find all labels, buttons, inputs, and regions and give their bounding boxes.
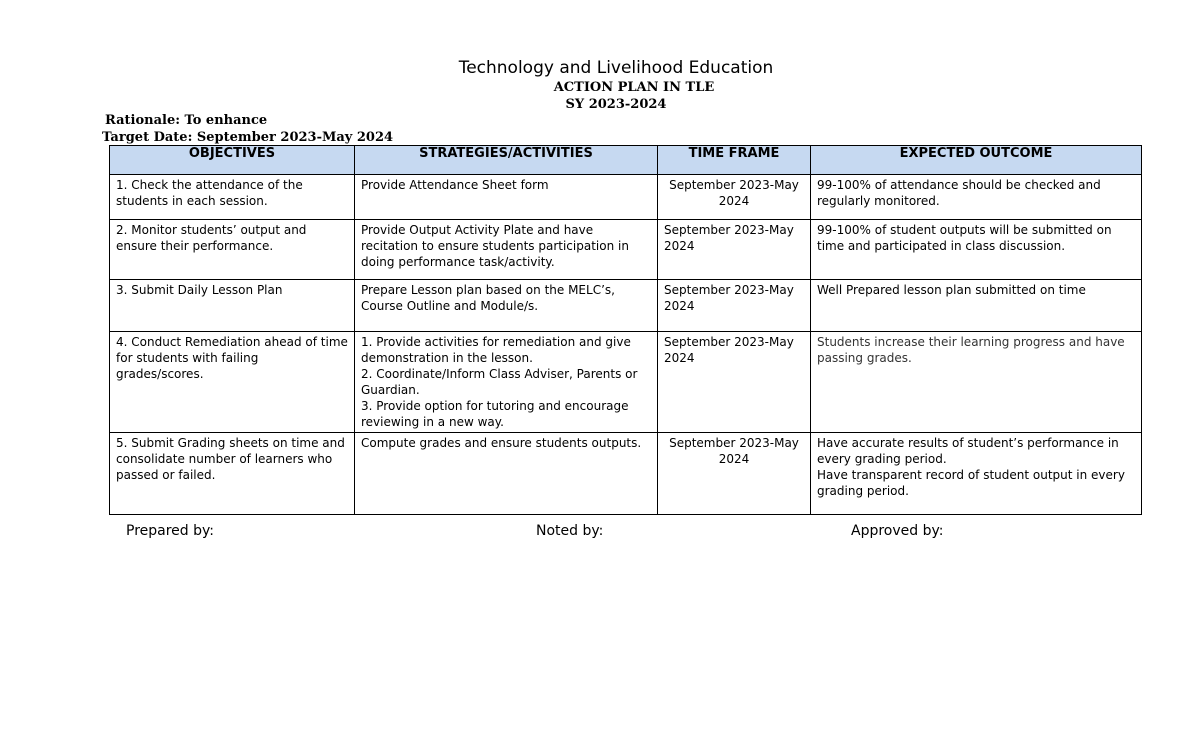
objective-cell: 5. Submit Grading sheets on time and consolidate number of learners who passed or failed. — [110, 433, 355, 515]
table-row — [110, 332, 1142, 433]
strategy-cell: Provide Attendance Sheet form — [355, 175, 658, 220]
strategy-item: 1. Provide activities for remediation and give demonstration in the lesson. — [361, 335, 631, 365]
strategy-item: 2. Coordinate/Inform Class Adviser, Parents or Guardian. — [361, 367, 638, 397]
prepared-by-label: Prepared by: — [126, 523, 214, 539]
outcome-cell: Students increase their learning progress and have passing grades. — [811, 332, 1142, 433]
outcome-item: Have transparent record of student output in every grading period. — [817, 468, 1125, 498]
strategy-cell: Prepare Lesson plan based on the MELC’s, Course Outline and Module/s. — [355, 280, 658, 332]
table-header-row — [110, 146, 1142, 175]
table-row — [110, 220, 1142, 280]
time-frame-cell: September 2023-May 2024 — [658, 175, 811, 220]
objective-cell: 4. Conduct Remediation ahead of time for students with failing grades/scores. — [110, 332, 355, 433]
time-frame-cell: September 2023-May 2024 — [658, 280, 811, 332]
time-frame-cell: September 2023-May 2024 — [658, 433, 811, 515]
plan-title: ACTION PLAN IN TLE — [553, 80, 715, 95]
strategy-cell — [355, 332, 658, 433]
rationale: Rationale: To enhance — [105, 113, 268, 128]
header-strategies: STRATEGIES/ACTIVITIES — [355, 146, 658, 175]
approved-by-label: Approved by: — [851, 523, 944, 539]
outcome-cell: 99-100% of student outputs will be submitted on time and participated in class discussion. — [811, 220, 1142, 280]
noted-by-label: Noted by: — [536, 523, 604, 539]
outcome-cell — [811, 433, 1142, 515]
table-row — [110, 175, 1142, 220]
table-row — [110, 280, 1142, 332]
strategy-cell: Provide Output Activity Plate and have recitation to ensure students participation in doing performance task/activity. — [355, 220, 658, 280]
outcome-cell: 99-100% of attendance should be checked and regularly monitored. — [811, 175, 1142, 220]
document-title: Technology and Livelihood Education — [458, 58, 774, 78]
strategy-cell: Compute grades and ensure students outputs. — [355, 433, 658, 515]
school-year: SY 2023-2024 — [565, 97, 667, 112]
target-date: Target Date: September 2023-May 2024 — [102, 130, 394, 145]
outcome-cell: Well Prepared lesson plan submitted on time — [811, 280, 1142, 332]
objective-cell: 3. Submit Daily Lesson Plan — [110, 280, 355, 332]
objective-cell: 2. Monitor students’ output and ensure their performance. — [110, 220, 355, 280]
objective-cell: 1. Check the attendance of the students in each session. — [110, 175, 355, 220]
time-frame-cell: September 2023-May 2024 — [658, 332, 811, 433]
table-row — [110, 433, 1142, 515]
strategy-item: 3. Provide option for tutoring and encourage reviewing in a new way. — [361, 399, 629, 429]
outcome-item: Have accurate results of student’s performance in every grading period. — [817, 436, 1119, 466]
time-frame-cell: September 2023-May 2024 — [658, 220, 811, 280]
header-time-frame: TIME FRAME — [658, 146, 811, 175]
header-expected-outcome: EXPECTED OUTCOME — [811, 146, 1142, 175]
action-plan-table — [109, 145, 1142, 515]
header-objectives: OBJECTIVES — [110, 146, 355, 175]
